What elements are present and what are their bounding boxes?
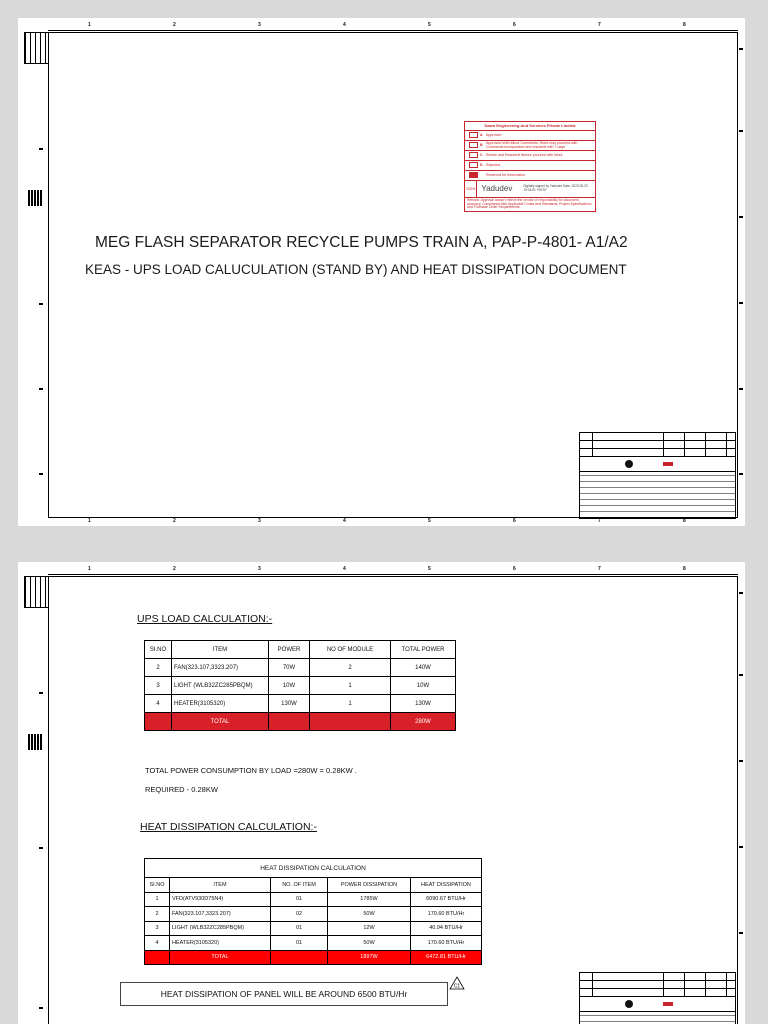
column-header: POWER DISSIPATION <box>328 878 411 893</box>
title-block-grid <box>580 1012 735 1024</box>
signer-name: Yadudev <box>481 184 513 193</box>
table-row <box>145 659 456 677</box>
table-header-row <box>145 878 482 893</box>
cover-sheet <box>18 18 745 526</box>
edge-mark <box>739 932 743 934</box>
edge-mark <box>739 302 743 304</box>
column-header: NO. OF ITEM <box>271 878 328 893</box>
stamp-option-selected <box>465 171 595 181</box>
ruler-label: 5 <box>428 518 431 524</box>
table-cell: 3 <box>145 677 172 695</box>
table-cell: 170.60 BTU/Hr <box>411 936 482 951</box>
table-row <box>145 695 456 713</box>
stamp-option <box>465 161 595 171</box>
revision-label: C1 <box>453 983 461 990</box>
ups-load-table <box>144 640 456 731</box>
ruler-label: 2 <box>173 22 176 28</box>
heat-summary-note: HEAT DISSIPATION OF PANEL WILL BE AROUND 6500 BTU/Hr <box>120 982 448 1006</box>
ruler-label: 7 <box>598 22 601 28</box>
checked-box-icon <box>469 172 478 178</box>
edge-mark <box>739 473 743 475</box>
client-logo-icon <box>663 462 673 466</box>
edge-mark <box>739 674 743 676</box>
table-cell: HEATER(3105320) <box>170 936 271 951</box>
table-cell: 4 <box>145 936 170 951</box>
total-row <box>145 950 482 965</box>
table-cell: 130W <box>269 695 310 713</box>
ruler-label: 8 <box>683 22 686 28</box>
table-cell: LIGHT (WLB32ZC285PBQM) <box>172 677 269 695</box>
total-value: 280W <box>391 713 456 731</box>
ruler-label: 1 <box>88 518 91 524</box>
title-block <box>579 972 736 1024</box>
table-cell: 3 <box>145 921 170 936</box>
edge-mark <box>39 388 43 390</box>
table-cell: VFD(ATV930D75N4) <box>170 892 271 907</box>
stamp-option <box>465 131 595 141</box>
stamp-option <box>465 141 595 151</box>
table-cell: HEATER(3105320) <box>172 695 269 713</box>
signature-row <box>465 181 595 198</box>
ruler-label: 7 <box>598 518 601 524</box>
table-cell <box>271 950 328 965</box>
table-cell <box>310 713 391 731</box>
table-cell: 1785W <box>328 892 411 907</box>
table-row <box>145 936 482 951</box>
ruler-label: 4 <box>343 22 346 28</box>
table-cell: 1 <box>310 695 391 713</box>
ruler-label: 6 <box>513 566 516 572</box>
table-cell <box>145 950 170 965</box>
table-cell: 2 <box>145 907 170 922</box>
top-ruler <box>48 22 738 31</box>
column-header: HEAT DISSIPATION <box>411 878 482 893</box>
stamp-code: C <box>480 153 483 158</box>
table-cell: 10W <box>391 677 456 695</box>
stamp-company: Dawn Engineering And Services Private Limited <box>465 122 595 131</box>
ruler-label: 7 <box>598 566 601 572</box>
ruler-label: 6 <box>513 518 516 524</box>
total-power: 1897W <box>328 950 411 965</box>
table-cell: 12W <box>328 921 411 936</box>
title-block-grid <box>580 472 735 518</box>
edge-mark <box>739 48 743 50</box>
table-title: HEAT DISSIPATION CALCULATION <box>145 859 482 878</box>
edge-mark <box>739 760 743 762</box>
table-cell: 6090.67 BTU/Hr <box>411 892 482 907</box>
sign-label: SIGN <box>465 181 477 197</box>
client-logo-icon <box>663 1002 673 1006</box>
table-row <box>145 677 456 695</box>
ruler-label: 3 <box>258 566 261 572</box>
heat-heading: HEAT DISSIPATION CALCULATION:- <box>140 821 317 833</box>
ruler-label: 4 <box>343 518 346 524</box>
checkbox-icon <box>469 162 478 168</box>
title-block <box>579 432 736 519</box>
table-header-row <box>145 641 456 659</box>
edge-mark <box>739 592 743 594</box>
column-header: SI.NO <box>145 641 172 659</box>
approval-stamp <box>464 121 596 212</box>
table-cell: 01 <box>271 892 328 907</box>
edge-mark <box>739 130 743 132</box>
company-logo-icon <box>625 1000 633 1008</box>
ups-heading: UPS LOAD CALCULATION:- <box>137 613 273 625</box>
stamp-code: B <box>480 143 483 148</box>
digital-signature-note: Digitally signed by Yadudev Date: 2023.05.23 15:34:51 +05'30' <box>523 183 588 192</box>
ruler-label: 8 <box>683 518 686 524</box>
stamp-text: Received for Information <box>486 173 526 178</box>
left-strip <box>24 576 49 608</box>
company-logo-icon <box>625 460 633 468</box>
total-row <box>145 713 456 731</box>
ruler-label: 1 <box>88 566 91 572</box>
table-cell: 70W <box>269 659 310 677</box>
ruler-label: 3 <box>258 518 261 524</box>
ruler-label: 5 <box>428 22 431 28</box>
stamp-text: Approved With Minor Comments. Work may proceed with Comments incorporated and resubmit with 7 days <box>486 140 578 150</box>
ruler-label: 2 <box>173 518 176 524</box>
edge-mark <box>39 148 43 150</box>
ruler-label: 1 <box>88 22 91 28</box>
stamp-text: Revise and Resubmit Before proceed with Work <box>486 153 563 158</box>
table-title-row <box>145 859 482 878</box>
ruler-label: 3 <box>258 22 261 28</box>
checkbox-icon <box>469 152 478 158</box>
table-cell: 1 <box>310 677 391 695</box>
edge-mark <box>39 1007 43 1009</box>
column-header: SI.NO <box>145 878 170 893</box>
ruler-label: 8 <box>683 566 686 572</box>
total-label: TOTAL <box>170 950 271 965</box>
edge-mark <box>739 388 743 390</box>
power-consumption-text: TOTAL POWER CONSUMPTION BY LOAD =280W = 0.28KW . <box>145 766 357 775</box>
table-cell: 02 <box>271 907 328 922</box>
table-cell: FAN(323.107,3323.207) <box>172 659 269 677</box>
stamp-text: Approved <box>486 133 502 138</box>
registration-mark <box>28 734 42 750</box>
table-cell <box>145 713 172 731</box>
heat-dissipation-table <box>144 858 482 965</box>
calculation-sheet <box>18 562 745 1024</box>
column-header: POWER <box>269 641 310 659</box>
required-power-text: REQUIRED - 0.28KW <box>145 785 218 794</box>
total-label: TOTAL <box>172 713 269 731</box>
table-row <box>145 892 482 907</box>
table-cell: 40.94 BTU/Hr <box>411 921 482 936</box>
table-cell <box>269 713 310 731</box>
table-row <box>145 907 482 922</box>
edge-mark <box>739 846 743 848</box>
top-ruler <box>48 566 738 575</box>
total-heat: 6472.81 BTU/Hr <box>411 950 482 965</box>
left-strip <box>24 32 49 64</box>
table-cell: 50W <box>328 907 411 922</box>
ruler-label: 4 <box>343 566 346 572</box>
table-cell: 50W <box>328 936 411 951</box>
column-header: NO OF MODULE <box>310 641 391 659</box>
column-header: TOTAL POWER <box>391 641 456 659</box>
stamp-option <box>465 151 595 161</box>
edge-mark <box>39 303 43 305</box>
table-cell: 01 <box>271 936 328 951</box>
edge-mark <box>39 847 43 849</box>
table-cell: 170.60 BTU/Hr <box>411 907 482 922</box>
table-cell: LIGHT (WLB32ZC285PBQM) <box>170 921 271 936</box>
table-cell: 130W <box>391 695 456 713</box>
table-cell: 140W <box>391 659 456 677</box>
stamp-code: D <box>480 163 483 168</box>
cover-title: MEG FLASH SEPARATOR RECYCLE PUMPS TRAIN A, PAP-P-4801- A1/A2 <box>95 234 628 251</box>
table-cell: 2 <box>310 659 391 677</box>
column-header: ITEM <box>172 641 269 659</box>
stamp-remarks: Remark: Approval doesn't relieve the vendor of responsibility for document accuracy, Compliance with Applicable Codes and Standards, Project Specifications and Purchase Order Requirements. <box>467 197 592 210</box>
table-cell: 10W <box>269 677 310 695</box>
table-cell: 4 <box>145 695 172 713</box>
stamp-text: Rejected <box>486 163 501 168</box>
table-row <box>145 921 482 936</box>
registration-mark <box>28 190 42 206</box>
column-header: ITEM <box>170 878 271 893</box>
table-cell: 01 <box>271 921 328 936</box>
edge-mark <box>39 473 43 475</box>
revision-triangle-icon <box>449 976 465 990</box>
checkbox-icon <box>469 142 478 148</box>
stamp-code: A <box>480 133 483 138</box>
table-cell: 1 <box>145 892 170 907</box>
cover-subtitle: KEAS - UPS LOAD CALUCULATION (STAND BY) AND HEAT DISSIPATION DOCUMENT <box>85 262 627 277</box>
edge-mark <box>739 216 743 218</box>
checkbox-icon <box>469 132 478 138</box>
ruler-label: 2 <box>173 566 176 572</box>
ruler-label: 5 <box>428 566 431 572</box>
ruler-label: 6 <box>513 22 516 28</box>
bottom-ruler <box>48 517 738 526</box>
edge-mark <box>39 692 43 694</box>
table-cell: 2 <box>145 659 172 677</box>
table-cell: FAN(323.107,3323.207) <box>170 907 271 922</box>
